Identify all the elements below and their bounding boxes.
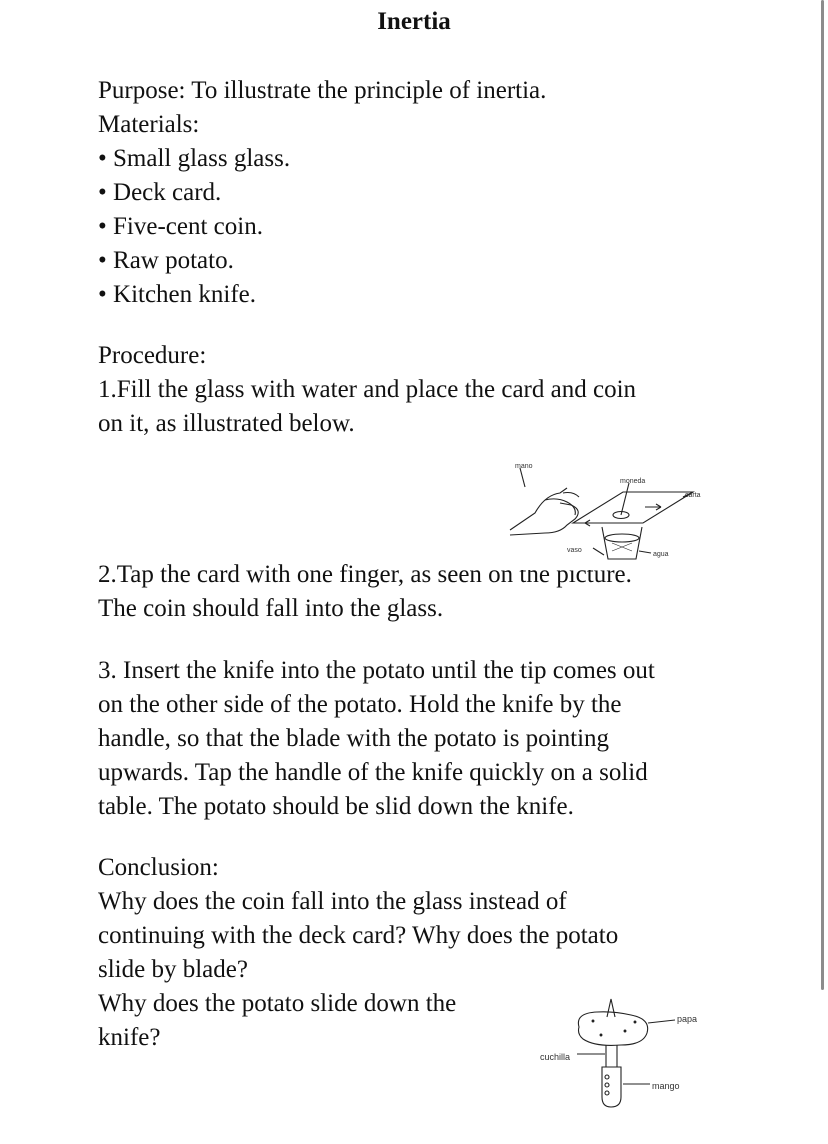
card-label: carta (685, 492, 701, 499)
step-1-line: on it, as illustrated below. (98, 410, 355, 437)
step-3 (98, 654, 655, 824)
coin-label: moneda (620, 478, 646, 485)
blade-outline (606, 1045, 617, 1067)
hand-label: mano (515, 463, 533, 470)
step-1-line: 1.Fill the glass with water and place the card and coin (98, 376, 637, 403)
potato-knife-figure (535, 995, 725, 1120)
conclusion-heading: Conclusion: (98, 854, 219, 881)
knife-handle-outline (602, 1067, 621, 1107)
conclusion-line: slide by blade? (98, 956, 248, 983)
glass-outline (602, 527, 642, 559)
hand-outline (510, 503, 578, 535)
motion-arrow (585, 520, 599, 526)
potato-label: papa (677, 1014, 698, 1024)
card-coin-glass-figure (505, 455, 720, 570)
procedure-heading: Procedure: (98, 342, 207, 369)
potato-label-pointer (648, 1020, 675, 1023)
list-item: • Deck card. (98, 176, 290, 210)
rivet (605, 1075, 609, 1079)
water-marks (612, 543, 632, 551)
scrollbar[interactable] (821, 0, 824, 990)
conclusion-line: continuing with the deck card? Why does the potato (98, 922, 619, 949)
glass-label-pointer (593, 548, 604, 555)
list-item: • Five-cent coin. (98, 210, 290, 244)
step-3-line: on the other side of the potato. Hold the knife by the (98, 691, 622, 718)
card-outline (573, 492, 693, 523)
step-3-line: handle, so that the blade with the potato is pointing (98, 725, 610, 752)
finger-outline (563, 493, 579, 498)
question-2 (98, 987, 456, 1055)
motion-arrow (645, 504, 661, 510)
list-item: • Kitchen knife. (98, 278, 290, 312)
list-item: • Small glass glass. (98, 142, 290, 176)
rivet (605, 1083, 609, 1087)
conclusion-line: Why does the coin fall into the glass instead of (98, 888, 567, 915)
step-3-line: 3. Insert the knife into the potato until the tip comes out (98, 657, 655, 684)
step-2-line: 2.Tap the card with one finger, as seen on the picture. (98, 561, 632, 588)
glass-label: vaso (567, 547, 582, 554)
finger-outline (545, 499, 575, 515)
rivet (605, 1091, 609, 1095)
step-2-line: The coin should fall into the glass. (98, 595, 444, 622)
conclusion-text (98, 885, 618, 987)
question-2-line: knife? (98, 1024, 161, 1051)
water-surface (605, 534, 639, 542)
materials-list (98, 142, 290, 312)
hand-outline (510, 488, 567, 530)
step-1 (98, 373, 636, 441)
water-label-pointer (639, 551, 651, 553)
question-2-line: Why does the potato slide down the (98, 990, 457, 1017)
knife-tip-outline (607, 999, 615, 1017)
step-3-line: upwards. Tap the handle of the knife quickly on a solid (98, 759, 648, 786)
purpose-text: Purpose: To illustrate the principle of inertia. (98, 77, 547, 104)
list-item: • Raw potato. (98, 244, 290, 278)
page-title: Inertia (377, 8, 451, 35)
blade-label: cuchilla (540, 1052, 571, 1062)
materials-heading: Materials: (98, 111, 200, 138)
hand-label-pointer (520, 468, 525, 487)
handle-label: mango (652, 1081, 680, 1091)
water-label: agua (653, 551, 669, 558)
coin-label-pointer (621, 483, 629, 515)
step-3-line: table. The potato should be slid down the knife. (98, 793, 574, 820)
potato-outline (578, 1012, 647, 1046)
